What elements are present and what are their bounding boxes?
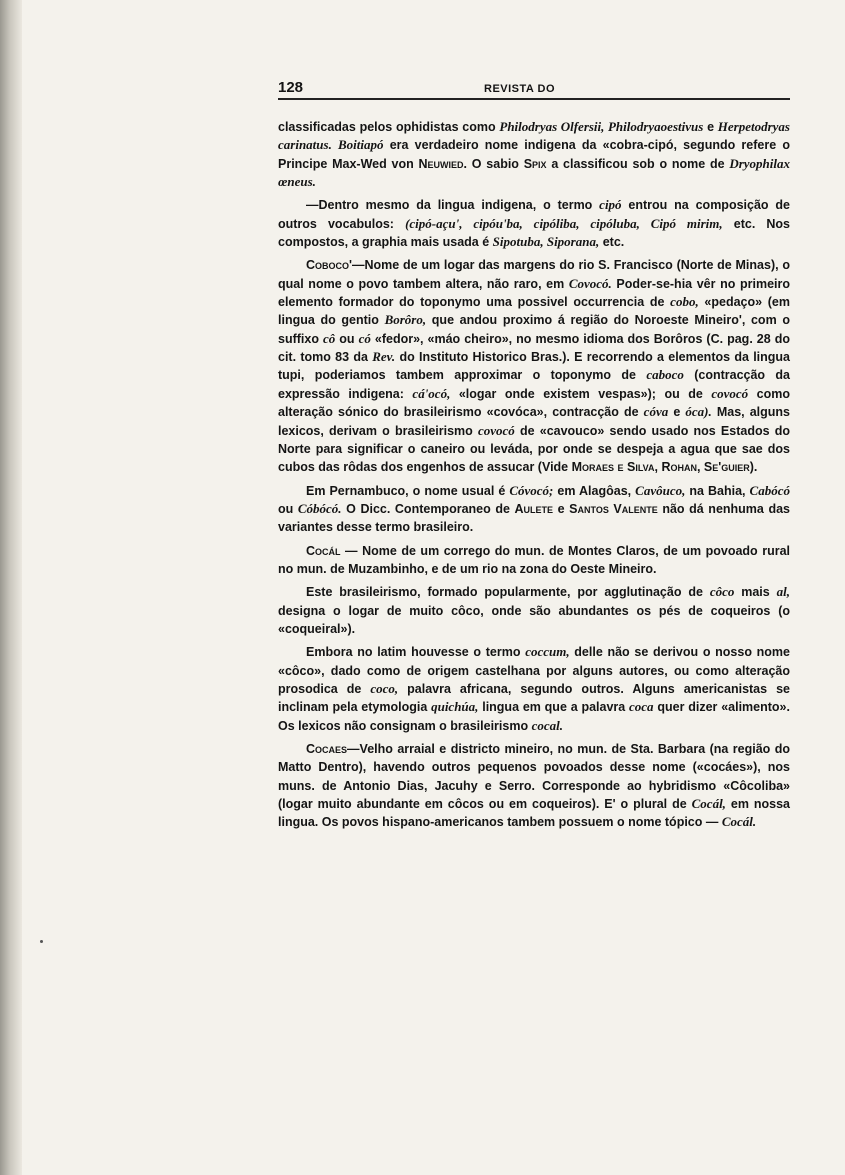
italic-run: cocal.	[531, 717, 563, 733]
text-run: em Alagôas,	[553, 483, 636, 498]
italic-run: Dryophilax œneus.	[278, 155, 790, 190]
text-run: classificadas pelos ophidistas como	[278, 120, 500, 134]
paragraph	[278, 643, 790, 735]
italic-run: Borôro,	[384, 312, 427, 328]
italic-run: cobo,	[670, 294, 699, 310]
text-run: ).	[749, 460, 758, 475]
text-run: «fedor», «máo cheiro», no mesmo idioma dos Borôros (C. pag. 28 do cit. tomo 83 da	[278, 331, 790, 365]
text-run: (contracção da expressão indigena:	[278, 368, 790, 401]
text-run: Mas, alguns lexicos, derivam o brasileirismo	[278, 405, 790, 438]
text-run: —Nome de um logar das margens do rio S. Francisco (Norte de Minas), o qual nome o povo tambem altera, não raro, em	[278, 258, 790, 291]
text-run: em nossa lingua. Os povos hispano-americanos tambem possuem o nome tópico —	[278, 797, 790, 830]
text-run: Este brasileirismo, formado popularmente, por agglutinação de	[306, 585, 710, 600]
text-run: Em Pernambuco, o nome usual é	[306, 483, 510, 498]
text-run: . O sabio	[463, 156, 524, 171]
document-page	[278, 78, 790, 837]
body-text	[278, 118, 790, 832]
italic-run: có	[358, 330, 371, 346]
text-run: «logar onde existem vespas»); ou de	[450, 386, 712, 401]
text-run: e	[668, 405, 686, 420]
text-run: — Nome de um corrego do mun. de Montes Claros, de um povoado rural no mun. de Muzambinho, e de um rio na zona do Oeste Mineiro.	[278, 543, 790, 576]
italic-run: Boitiapó	[338, 137, 384, 153]
italic-run: covocó	[711, 385, 749, 401]
italic-run: Cocál,	[691, 796, 726, 812]
text-run: a classificou sob o nome de	[546, 156, 730, 171]
small-caps-run: Cocaes	[306, 742, 348, 756]
text-run: era verdadeiro nome indigena da «cobra-cipó, segundo refere o Principe Max-Wed von	[278, 138, 790, 171]
small-caps-run: Santos Valente	[569, 501, 658, 516]
italic-run: Cavôuco,	[635, 482, 686, 498]
text-run: —Velho arraial e districto mineiro, no mun. de Sta. Barbara (na região do Matto Dentro), havendo outros pequenos povoados desse nome («cocáes»), nos muns. de Antonio Dias, Jacuhy e Serro. Corresponde ao hybridismo «Côcoliba» (logar muito abundante em côcos ou em coqueiros). E' o plural de	[278, 742, 790, 812]
text-run: Poder-se-hia vêr no primeiro elemento formador do toponymo uma possivel occurrencia de	[278, 276, 790, 310]
text-run: entrou na composição de outros vocabulos:	[278, 198, 790, 231]
italic-run: coco,	[370, 680, 399, 696]
small-caps-run: Neuwied	[418, 156, 464, 171]
italic-run: côco	[709, 584, 735, 600]
italic-run: cô	[323, 330, 336, 346]
italic-run: Cóbócó.	[297, 500, 342, 516]
text-run: e	[703, 120, 718, 134]
paragraph	[278, 740, 790, 832]
italic-run: cóva	[643, 404, 669, 420]
italic-run: cá'ocó,	[412, 385, 451, 401]
paragraph	[278, 482, 790, 537]
text-run: e	[553, 501, 570, 516]
text-run: O Dicc. Contemporaneo de	[341, 501, 515, 516]
text-run: como alteração sónico do brasileirismo «covócа», contracção de	[278, 386, 790, 420]
italic-run: óca).	[685, 404, 712, 420]
italic-run: quichúa,	[431, 699, 479, 715]
running-title: REVISTA DO	[484, 83, 556, 95]
text-run: Embora no latim houvesse o termo	[306, 645, 526, 660]
text-run: não dá nenhuma das variantes desse termo brasileiro.	[278, 501, 790, 535]
page-header	[278, 78, 790, 100]
scan-speck	[40, 940, 43, 943]
text-run: etc.	[599, 235, 625, 250]
small-caps-run: Aulete	[514, 501, 554, 516]
text-run: designa o logar de muito côco, onde são abundantes os pés de coqueiros (o «coqueiral»).	[278, 603, 790, 636]
italic-run: covocó	[477, 422, 515, 438]
text-run: «pedaço» (em lingua do gentio	[278, 295, 790, 328]
italic-run: (cipó-açu', cipóu'ba, cipóliba, cipóluba, Cipó mirim,	[405, 215, 723, 231]
text-run: etc. Nos compostos, a graphia mais usada é	[278, 216, 790, 250]
paragraph	[278, 118, 790, 191]
italic-run: Rev.	[372, 349, 396, 365]
italic-run: caboco	[646, 367, 684, 383]
italic-run: Cabócó	[749, 482, 790, 498]
italic-run: Cóvocó;	[509, 482, 554, 498]
page-number: 128	[278, 79, 304, 96]
text-run: —Dentro mesmo da lingua indigena, o termo	[306, 198, 600, 213]
text-run: na Bahia,	[685, 483, 750, 498]
italic-run: cipó	[599, 197, 622, 213]
paragraph	[278, 196, 790, 251]
small-caps-run: Cocál	[306, 543, 341, 558]
text-run: delle não se derivou o nosso nome «côco», dado como de origem castelhana por alguns autores, ou como alteração prosodica de	[278, 645, 790, 696]
text-run: mais	[734, 585, 777, 600]
text-run: do Instituto Historico Bras.). E recorrendo a elementos da lingua tupi, poderiamos tambem approximar o toponymo de	[278, 350, 791, 383]
small-caps-run: Spix	[523, 156, 547, 171]
paragraph	[278, 583, 790, 638]
text-run: palavra africana, segundo outros. Alguns americanistas se inclinam pela etymologia	[278, 681, 790, 715]
text-run: ou	[278, 501, 298, 516]
text-run: quer dizer «alimento». Os lexicos não consignam o brasileirismo	[278, 700, 790, 733]
paragraph	[278, 542, 790, 579]
small-caps-run: Moraes e Silva, Rohan, Se'guier	[571, 460, 750, 475]
text-run: que andou proximo á região do Noroeste Mineiro', com o suffixo	[278, 313, 790, 346]
text-run: lingua em que a palavra	[478, 700, 630, 715]
italic-run: Covocó.	[568, 275, 612, 291]
text-run: de «cavouco» sendo usado nos Estados do Norte para significar o caneiro ou leváda, por onde se despeja a agua que sae dos cubos das rôdas dos engenhos de assucar (Vide	[278, 423, 790, 475]
italic-run: coccum,	[525, 644, 570, 660]
italic-run: Sipotuba, Siporana,	[492, 234, 600, 250]
italic-run: coca	[629, 699, 654, 715]
italic-run: al,	[776, 584, 790, 600]
scan-page-edge	[0, 0, 22, 1175]
paragraph	[278, 256, 790, 476]
italic-run: Herpetodryas carinatus.	[278, 119, 790, 153]
italic-run: Philodryas Olfersii, Philodryaoestivus	[499, 119, 704, 134]
italic-run: Cocál.	[721, 814, 757, 830]
text-run: ou	[335, 331, 359, 346]
small-caps-run: Coboco'	[306, 258, 352, 273]
